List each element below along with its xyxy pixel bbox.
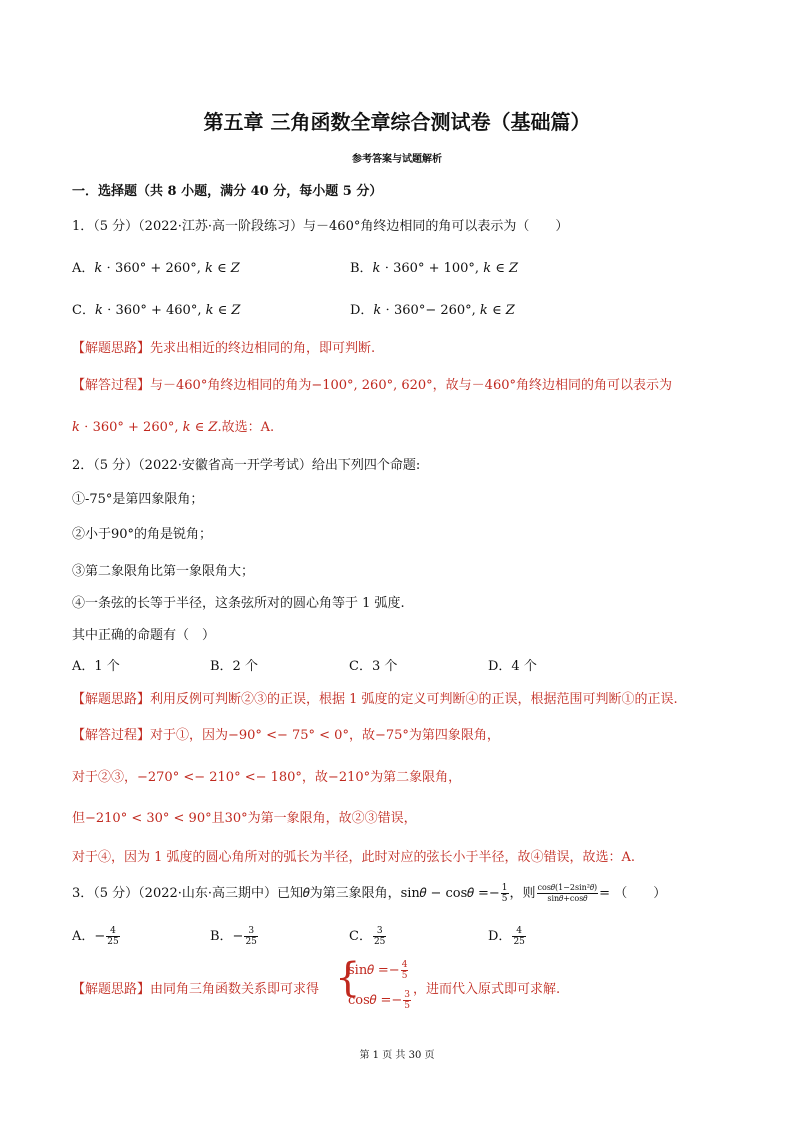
q2-solution-process-4: 对于④，因为 1 弧度的圆心角所对的弧长为半径，此时对应的弦长小于半径，故④错误，故选：A. — [72, 850, 636, 865]
q3-b-num: 3 — [244, 926, 257, 937]
q1-solution-idea: 【解题思路】先求出相近的终边相同的角，即可判断. — [72, 341, 376, 356]
q2-solution-process-1: 【解答过程】对于①，因为−90° <− 75° < 0°，故−75°为第四象限角， — [72, 728, 500, 743]
q3-stem — [72, 882, 666, 904]
q1-option-b: B．𝑘 ⋅ 360° + 100°, 𝑘 ∈ 𝑍 — [350, 261, 518, 276]
q3-solution-idea — [72, 978, 319, 997]
q3-option-b-label: B．− — [210, 929, 244, 944]
q3-sys2-text: cos𝜃 =− — [348, 993, 403, 1008]
q3-idea-end: ，进而代入原式即可求解. — [413, 982, 561, 997]
q3-sys2-frac — [403, 990, 411, 1011]
q3-a-den: 25 — [107, 937, 119, 947]
q1-solution-process-2: 𝑘 ⋅ 360° + 260°, 𝑘 ∈ 𝑍.故选：A. — [72, 420, 275, 435]
q3-option-d-label: D． — [488, 929, 512, 944]
q3-sys1-text: sin𝜃 =− — [348, 963, 400, 978]
q2-proposition-3: ③第二象限角比第一象限角大； — [72, 564, 255, 579]
q3-option-b — [210, 925, 259, 947]
q2-option-c: C．3 个 — [349, 659, 398, 674]
q3-option-a-frac — [106, 926, 119, 947]
q2-option-a: A．1 个 — [72, 659, 120, 674]
q3-option-b-frac — [244, 926, 257, 947]
q2-proposition-1: ①-75°是第四象限角； — [72, 492, 204, 507]
q3-option-a-label: A．− — [72, 929, 106, 944]
q3-option-a — [72, 925, 121, 947]
q3-a-num: 4 — [106, 926, 119, 937]
q3-option-d-frac — [512, 926, 525, 947]
q3-sys1-num: 4 — [401, 960, 408, 970]
q2-option-d: D．4 个 — [488, 659, 537, 674]
q3-sys2-den: 5 — [404, 1001, 410, 1011]
page-footer: 第 1 页 共 30 页 — [359, 1050, 435, 1061]
q3-c-den: 25 — [373, 937, 386, 947]
q3-option-c-frac — [373, 926, 386, 947]
q2-stem: 2．（5 分）（2022·安徽省高一开学考试）给出下列四个命题: — [72, 458, 421, 473]
q3-sys1-frac — [401, 960, 409, 981]
q3-stem-fraction — [501, 883, 509, 904]
system-brace: { — [335, 955, 361, 1001]
q3-d-den: 25 — [513, 937, 525, 947]
q3-expression — [537, 883, 599, 904]
q3-stem-end: = （ ） — [599, 886, 667, 901]
q2-solution-process-3: 但−210° < 30° < 90°且30°为第一象限角，故②③错误， — [72, 811, 417, 826]
q2-solution-process-2: 对于②③，−270° <− 210° <− 180°，故−210°为第二象限角， — [72, 770, 462, 785]
page-subtitle: 参考答案与试题解析 — [352, 154, 442, 165]
q3-expr-den: sin𝜃+cos𝜃 — [547, 894, 588, 903]
q1-option-d: D．𝑘 ⋅ 360°− 260°, 𝑘 ∈ 𝑍 — [350, 303, 515, 318]
q3-stem-frac-num: 1 — [501, 883, 508, 893]
q1-option-a: A．𝑘 ⋅ 360° + 260°, 𝑘 ∈ 𝑍 — [72, 261, 240, 276]
q3-system-line-1 — [348, 960, 409, 981]
page-title: 第五章 三角函数全章综合测试卷（基础篇） — [203, 110, 591, 134]
q3-option-c — [349, 925, 387, 947]
q2-proposition-4: ④一条弦的长等于半径，这条弦所对的圆心角等于 1 弧度. — [72, 596, 405, 611]
q3-expr-num: cos𝜃(1−2sin²𝜃) — [537, 883, 598, 892]
q3-c-num: 3 — [373, 926, 386, 937]
q3-sys1-den: 5 — [401, 971, 408, 981]
q3-d-num: 4 — [512, 926, 525, 937]
q3-stem-text: 3．（5 分）（2022·山东·高三期中）已知𝜃为第三象限角，sin𝜃 − cos𝜃 =− — [72, 886, 500, 901]
q3-sys2-num: 3 — [404, 990, 410, 1000]
q2-question: 其中正确的命题有（ ） — [72, 628, 216, 643]
q3-idea-text: 【解题思路】由同角三角函数关系即可求得 — [72, 982, 320, 997]
q3-option-d — [488, 925, 527, 947]
q1-option-c: C．𝑘 ⋅ 360° + 460°, 𝑘 ∈ 𝑍 — [72, 303, 241, 318]
q3-stem-frac-den: 5 — [501, 894, 508, 904]
q3-stem-then: ，则 — [509, 886, 536, 901]
q3-b-den: 25 — [245, 937, 257, 947]
q2-proposition-2: ②小于90°的角是锐角； — [72, 527, 213, 542]
q1-solution-process-1: 【解答过程】与－460°角终边相同的角为−100°, 260°, 620°，故与－460°角终边相同的角可以表示为 — [72, 378, 672, 393]
q1-stem: 1．（5 分）（2022·江苏·高一阶段练习）与－460°角终边相同的角可以表示为（ ） — [72, 219, 569, 234]
q3-option-c-label: C． — [349, 929, 372, 944]
q2-option-b: B．2 个 — [210, 659, 258, 674]
q2-solution-idea: 【解题思路】利用反例可判断②③的正误，根据 1 弧度的定义可判断④的正误，根据范围可判断①的正误. — [72, 692, 678, 707]
section-heading: 一．选择题（共 8 小题，满分 40 分，每小题 5 分） — [72, 184, 383, 199]
q3-system-line-2 — [348, 990, 412, 1011]
